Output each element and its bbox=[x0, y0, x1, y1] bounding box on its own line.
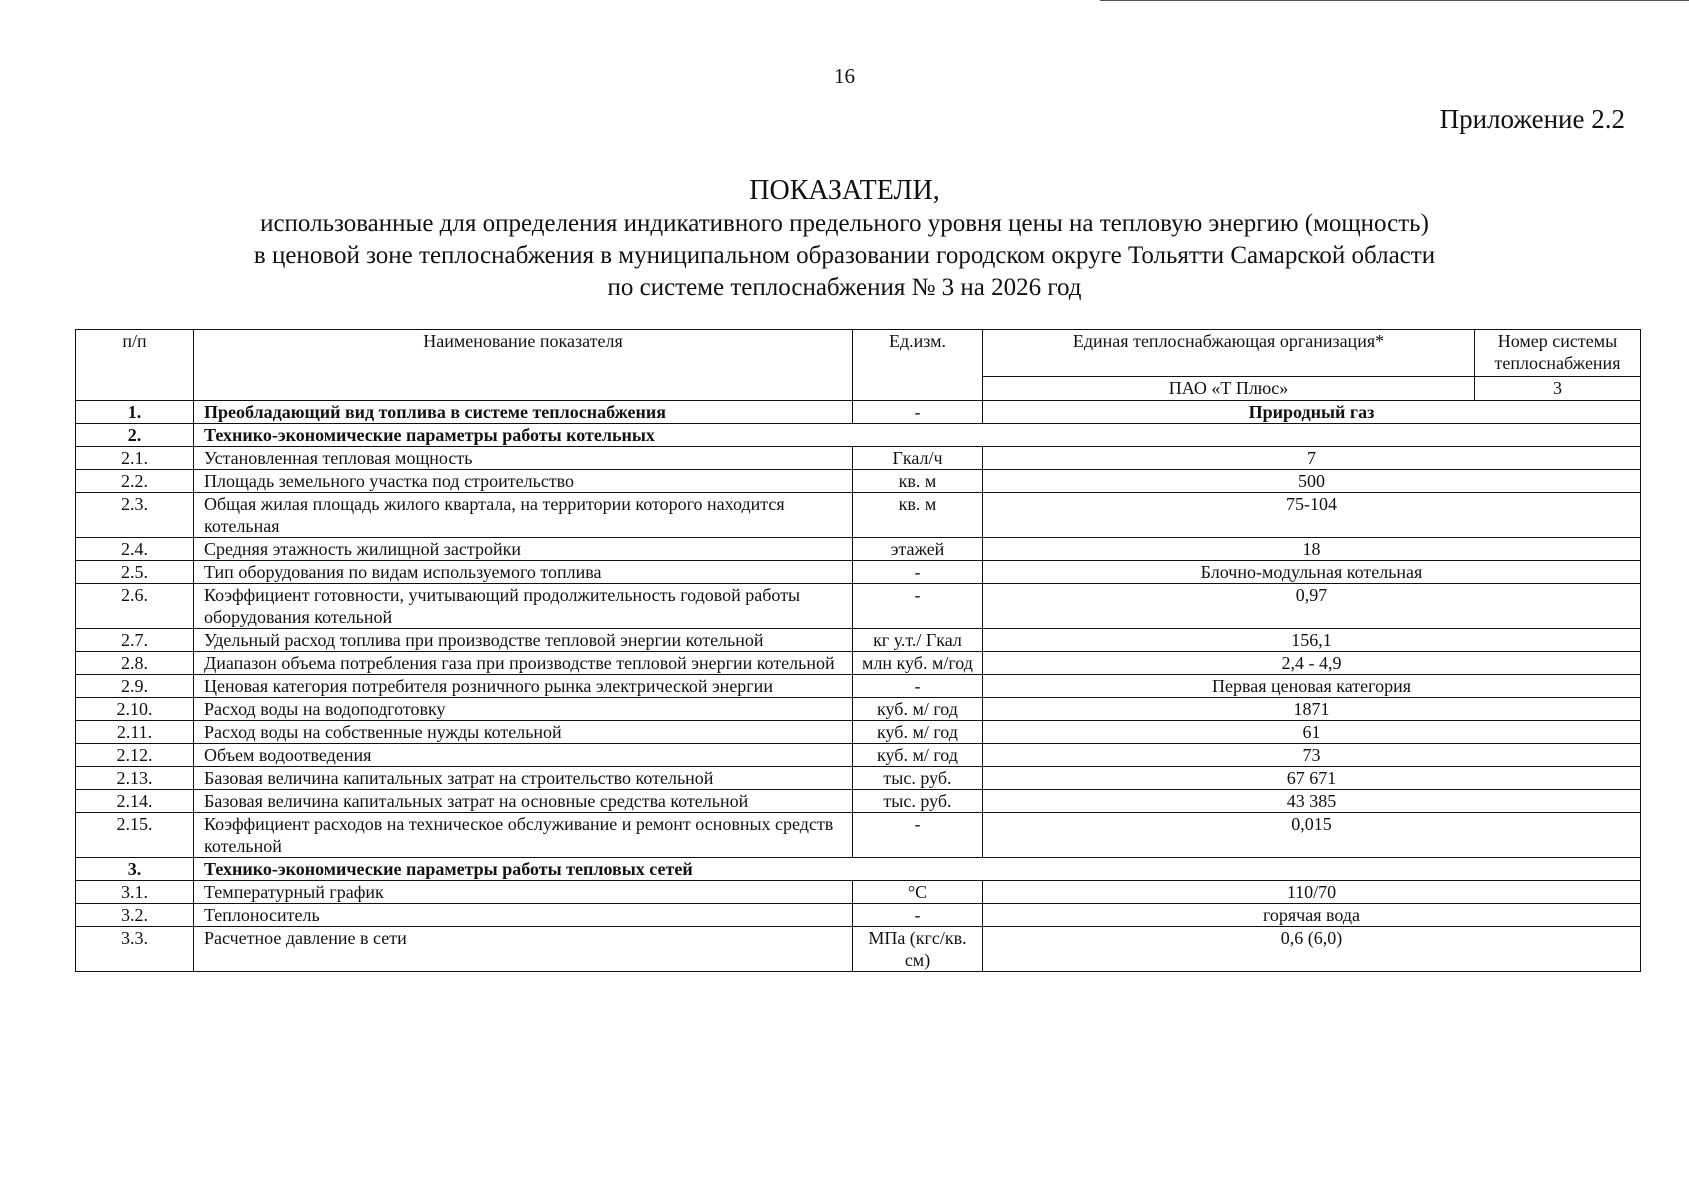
table-row bbox=[76, 790, 1641, 813]
indicator-value: Первая ценовая категория bbox=[983, 675, 1641, 698]
table-row bbox=[76, 927, 1641, 972]
indicators-table bbox=[75, 329, 1641, 972]
table-row bbox=[76, 538, 1641, 561]
appendix-label: Приложение 2.2 bbox=[1439, 104, 1625, 134]
indicator-value: 0,6 (6,0) bbox=[983, 927, 1641, 972]
table-row bbox=[76, 744, 1641, 767]
header-org-name: ПАО «Т Плюс» bbox=[983, 377, 1475, 401]
table-row bbox=[76, 881, 1641, 904]
row-number: 2.5. bbox=[76, 561, 194, 584]
indicator-unit: куб. м/ год bbox=[853, 721, 983, 744]
header-org: Единая теплоснабжающая организация* bbox=[983, 330, 1475, 377]
indicator-unit: - bbox=[853, 561, 983, 584]
table-row bbox=[76, 675, 1641, 698]
indicator-name: Установленная тепловая мощность bbox=[194, 447, 853, 470]
indicator-value: 75-104 bbox=[983, 493, 1641, 538]
indicator-value: горячая вода bbox=[983, 904, 1641, 927]
indicator-value: 43 385 bbox=[983, 790, 1641, 813]
row-number: 2.3. bbox=[76, 493, 194, 538]
row-number: 2.9. bbox=[76, 675, 194, 698]
indicator-value: 500 bbox=[983, 470, 1641, 493]
indicator-value: 61 bbox=[983, 721, 1641, 744]
indicator-name: Ценовая категория потребителя розничного рынка электрической энергии bbox=[194, 675, 853, 698]
indicator-value: 67 671 bbox=[983, 767, 1641, 790]
indicator-unit: - bbox=[853, 904, 983, 927]
indicator-unit: - bbox=[853, 401, 983, 424]
page-number: 16 bbox=[834, 64, 855, 88]
table-row bbox=[76, 470, 1641, 493]
indicator-value: 18 bbox=[983, 538, 1641, 561]
row-number: 2. bbox=[76, 424, 194, 447]
indicator-name: Базовая величина капитальных затрат на строительство котельной bbox=[194, 767, 853, 790]
indicator-name: Средняя этажность жилищной застройки bbox=[194, 538, 853, 561]
table-row bbox=[76, 401, 1641, 424]
table-row bbox=[76, 424, 1641, 447]
indicator-name: Объем водоотведения bbox=[194, 744, 853, 767]
table-row bbox=[76, 652, 1641, 675]
indicator-value: Блочно-модульная котельная bbox=[983, 561, 1641, 584]
indicator-name: Расчетное давление в сети bbox=[194, 927, 853, 972]
header-name: Наименование показателя bbox=[194, 330, 853, 401]
indicator-value: 156,1 bbox=[983, 629, 1641, 652]
table-row bbox=[76, 858, 1641, 881]
row-number: 2.2. bbox=[76, 470, 194, 493]
indicator-unit: - bbox=[853, 813, 983, 858]
title-line-3: по системе теплоснабжения № 3 на 2026 год bbox=[607, 274, 1082, 301]
row-number: 2.1. bbox=[76, 447, 194, 470]
indicator-name: Преобладающий вид топлива в системе теплоснабжения bbox=[194, 401, 853, 424]
top-rule bbox=[1100, 0, 1689, 1]
indicator-name: Удельный расход топлива при производстве тепловой энергии котельной bbox=[194, 629, 853, 652]
indicator-name: Базовая величина капитальных затрат на основные средства котельной bbox=[194, 790, 853, 813]
row-number: 3.2. bbox=[76, 904, 194, 927]
row-number: 2.8. bbox=[76, 652, 194, 675]
indicator-unit: - bbox=[853, 584, 983, 629]
header-system-number: 3 bbox=[1475, 377, 1641, 401]
header-num: п/п bbox=[76, 330, 194, 401]
indicator-name: Температурный график bbox=[194, 881, 853, 904]
indicator-value: 110/70 bbox=[983, 881, 1641, 904]
indicator-value: 73 bbox=[983, 744, 1641, 767]
table-row bbox=[76, 904, 1641, 927]
table-row bbox=[76, 813, 1641, 858]
indicator-name: Диапазон объема потребления газа при производстве тепловой энергии котельной bbox=[194, 652, 853, 675]
document-title bbox=[0, 174, 1689, 304]
section-title: Технико-экономические параметры работы тепловых сетей bbox=[194, 858, 1641, 881]
table-row bbox=[76, 721, 1641, 744]
indicator-name: Расход воды на водоподготовку bbox=[194, 698, 853, 721]
indicator-name: Общая жилая площадь жилого квартала, на территории которого находится котельная bbox=[194, 493, 853, 538]
table-row bbox=[76, 561, 1641, 584]
table-row bbox=[76, 493, 1641, 538]
indicator-value: Природный газ bbox=[983, 401, 1641, 424]
indicator-value: 0,015 bbox=[983, 813, 1641, 858]
indicator-name: Теплоноситель bbox=[194, 904, 853, 927]
title-line-1: использованные для определения индикативного предельного уровня цены на тепловую энергию (мощность) bbox=[260, 210, 1429, 237]
indicator-value: 0,97 bbox=[983, 584, 1641, 629]
indicator-unit: кв. м bbox=[853, 493, 983, 538]
indicator-name: Тип оборудования по видам используемого топлива bbox=[194, 561, 853, 584]
indicator-name: Коэффициент расходов на техническое обслуживание и ремонт основных средств котельной bbox=[194, 813, 853, 858]
row-number: 3.1. bbox=[76, 881, 194, 904]
indicator-unit: тыс. руб. bbox=[853, 767, 983, 790]
row-number: 3. bbox=[76, 858, 194, 881]
indicator-name: Расход воды на собственные нужды котельной bbox=[194, 721, 853, 744]
table-row bbox=[76, 629, 1641, 652]
indicator-unit: куб. м/ год bbox=[853, 744, 983, 767]
row-number: 2.12. bbox=[76, 744, 194, 767]
table-row bbox=[76, 698, 1641, 721]
row-number: 2.7. bbox=[76, 629, 194, 652]
indicator-unit: млн куб. м/год bbox=[853, 652, 983, 675]
title-line-2: в ценовой зоне теплоснабжения в муниципальном образовании городском округе Тольятти Самарской области bbox=[253, 242, 1436, 269]
indicator-value: 1871 bbox=[983, 698, 1641, 721]
indicator-unit: кг у.т./ Гкал bbox=[853, 629, 983, 652]
indicator-unit: кв. м bbox=[853, 470, 983, 493]
header-unit: Ед.изм. bbox=[853, 330, 983, 401]
row-number: 2.10. bbox=[76, 698, 194, 721]
header-row bbox=[76, 330, 1641, 377]
header-system: Номер системы теплоснабжения bbox=[1475, 330, 1641, 377]
table-row bbox=[76, 584, 1641, 629]
row-number: 2.11. bbox=[76, 721, 194, 744]
row-number: 2.15. bbox=[76, 813, 194, 858]
indicator-unit: МПа (кгс/кв. см) bbox=[853, 927, 983, 972]
indicator-unit: куб. м/ год bbox=[853, 698, 983, 721]
row-number: 2.4. bbox=[76, 538, 194, 561]
row-number: 2.6. bbox=[76, 584, 194, 629]
indicator-unit: °С bbox=[853, 881, 983, 904]
indicator-unit: Гкал/ч bbox=[853, 447, 983, 470]
indicator-value: 2,4 - 4,9 bbox=[983, 652, 1641, 675]
table-row bbox=[76, 447, 1641, 470]
indicator-unit: тыс. руб. bbox=[853, 790, 983, 813]
indicator-unit: - bbox=[853, 675, 983, 698]
row-number: 2.13. bbox=[76, 767, 194, 790]
indicator-unit: этажей bbox=[853, 538, 983, 561]
row-number: 3.3. bbox=[76, 927, 194, 972]
indicator-name: Коэффициент готовности, учитывающий продолжительность годовой работы оборудования котельной bbox=[194, 584, 853, 629]
indicator-value: 7 bbox=[983, 447, 1641, 470]
indicator-name: Площадь земельного участка под строительство bbox=[194, 470, 853, 493]
table-row bbox=[76, 767, 1641, 790]
title-main: ПОКАЗАТЕЛИ, bbox=[749, 175, 940, 206]
row-number: 2.14. bbox=[76, 790, 194, 813]
row-number: 1. bbox=[76, 401, 194, 424]
section-title: Технико-экономические параметры работы котельных bbox=[194, 424, 1641, 447]
